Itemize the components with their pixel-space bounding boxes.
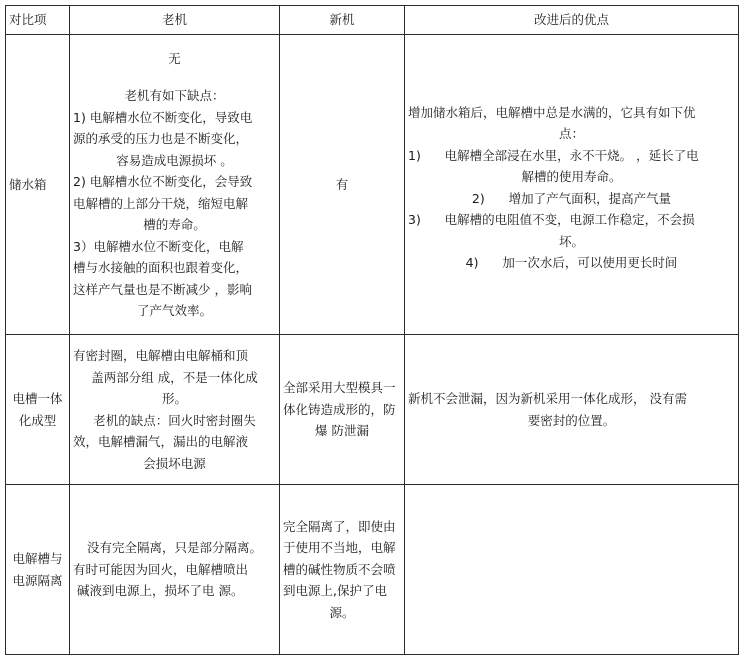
table-row (6, 335, 739, 485)
cell-advantage-water-tank: 增加储水箱后，电解槽中总是水满的，它具有如下优 点： 1) 电解槽全部浸在水里，永不干烧。 ，延长了电 解槽的使用寿命。 2) 增加了产气面积，提高产气量 3) 电解槽的电阻值不变，电源工作稳定，不会损 坏。 4) 加一次水后，可以使用更长时间 (405, 35, 739, 335)
table-row (6, 485, 739, 655)
cell-new-water-tank (280, 35, 405, 335)
table-header (6, 6, 739, 35)
header-cell-item: 对比项 (6, 6, 70, 35)
header-cell-advantage: 改进后的优点 (405, 6, 739, 35)
header-cell-new: 新机 (280, 6, 405, 35)
old-summary: 无 (168, 50, 181, 66)
row-label-integrated-molding: 电槽一体 化成型 (6, 335, 70, 485)
comparison-table (5, 5, 739, 655)
cell-old-water-tank: 无 老机有如下缺点： 1) 电解槽水位不断变化，导致电 源的承受的压力也是不断变化， 容易造成电源损坏 。 2) 电解槽水位不断变化，会导致 电解槽的上部分干烧，缩短电解 槽的寿命。 3）电解槽水位不断变化，电解 槽与水接触的面积也跟着变化， 这样产气量也是不断减少 ，影响 了产气效率。 (70, 35, 280, 335)
row-label-water-tank: 储水箱 (6, 35, 70, 335)
cell-old-power-isolation: 没有完全隔离，只是部分隔离。 有时可能因为回火，电解槽喷出 碱液到电源上，损坏了电 源。 (70, 485, 280, 655)
row-label-power-isolation: 电解槽与 电源隔离 (6, 485, 70, 655)
cell-advantage-power-isolation (405, 485, 739, 655)
table-body (6, 35, 739, 655)
new-summary: 有 (335, 176, 349, 192)
cell-advantage-integrated-molding: 新机不会泄漏，因为新机采用一体化成形， 没有需 要密封的位置。 (405, 335, 739, 485)
cell-new-power-isolation: 完全隔离了，即使由 于使用不当地，电解 槽的碱性物质不会喷 到电源上,保护了电 源。 (280, 485, 405, 655)
header-cell-old: 老机 (70, 6, 280, 35)
table-header-row (6, 6, 739, 35)
spacer (73, 69, 276, 85)
table-row (6, 35, 739, 335)
cell-old-integrated-molding: 有密封圈，电解槽由电解桶和顶 盖两部分组 成，不是一体化成 形。 老机的缺点：回火时密封圈失 效，电解槽漏气，漏出的电解液 会损坏电源 (70, 335, 280, 485)
cell-new-integrated-molding: 全部采用大型模具一 体化铸造成形的，防 爆 防泄漏 (280, 335, 405, 485)
